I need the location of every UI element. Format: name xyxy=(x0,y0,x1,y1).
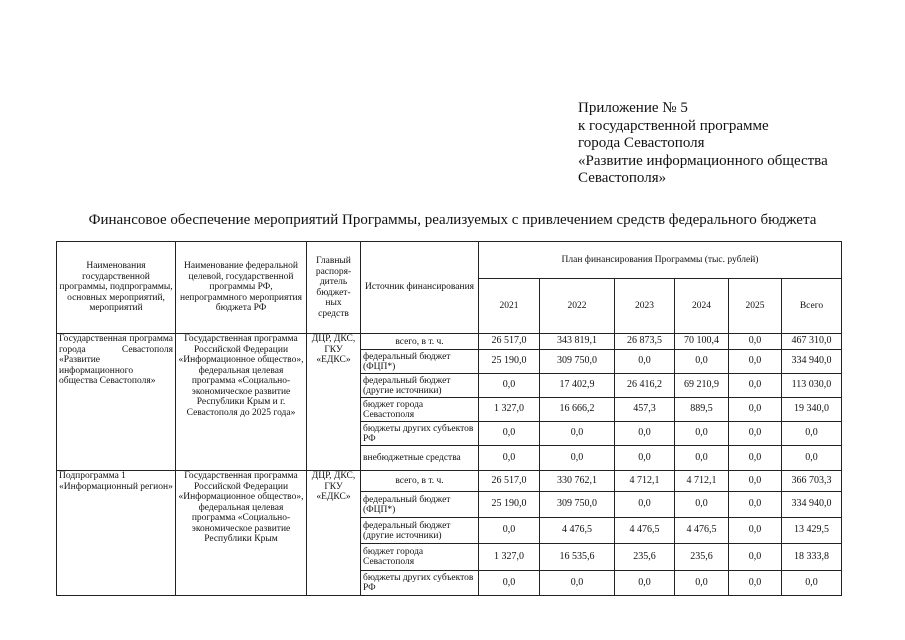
value-cell: 0,0 xyxy=(540,571,615,596)
source-cell: бюджеты других субъектов РФ xyxy=(361,422,479,446)
program-cell: Подпрограмма 1 «Информационный регион» xyxy=(57,471,176,596)
value-cell: 0,0 xyxy=(615,446,675,471)
value-cell: 0,0 xyxy=(729,446,782,471)
appendix-line: города Севастополя xyxy=(578,135,705,151)
value-cell: 235,6 xyxy=(675,544,729,571)
source-cell: федеральный бюджет (ФЦП*) xyxy=(361,492,479,518)
source-cell: всего, в т. ч. xyxy=(361,471,479,492)
value-cell: 4 476,5 xyxy=(675,518,729,544)
source-cell: бюджет города Севастополя xyxy=(361,544,479,571)
financing-table xyxy=(56,241,842,596)
table-row xyxy=(57,471,842,492)
header-year-2023: 2023 xyxy=(615,279,675,334)
value-cell: 0,0 xyxy=(782,571,842,596)
value-cell: 17 402,9 xyxy=(540,374,615,398)
value-cell: 0,0 xyxy=(675,571,729,596)
appendix-line: «Развитие информационного общества xyxy=(578,152,828,169)
value-cell: 0,0 xyxy=(729,544,782,571)
header-federal-program: Наименование федеральной целевой, государственной программы РФ, непрограммного мероприятия бюджета РФ xyxy=(176,242,307,334)
value-cell: 16 666,2 xyxy=(540,398,615,422)
value-cell: 1 327,0 xyxy=(479,544,540,571)
program-cell: Государственная программа города Севастополя «Развитие информационного общества Севастополя» xyxy=(57,334,176,471)
value-cell: 0,0 xyxy=(675,422,729,446)
appendix-line: Севастополя» xyxy=(578,170,667,186)
table-row xyxy=(57,334,842,350)
value-cell: 0,0 xyxy=(540,446,615,471)
value-cell: 0,0 xyxy=(675,446,729,471)
value-cell: 26 517,0 xyxy=(479,334,540,350)
value-cell: 0,0 xyxy=(729,471,782,492)
administrator-cell: ДЦР, ДКС, ГКУ «ЕДКС» xyxy=(307,334,361,471)
value-cell: 0,0 xyxy=(782,446,842,471)
value-cell: 0,0 xyxy=(729,350,782,374)
value-cell: 4 476,5 xyxy=(540,518,615,544)
value-cell: 1 327,0 xyxy=(479,398,540,422)
value-cell: 366 703,3 xyxy=(782,471,842,492)
appendix-line: Приложение № 5 xyxy=(578,100,688,116)
value-cell: 25 190,0 xyxy=(479,350,540,374)
value-cell: 0,0 xyxy=(615,422,675,446)
federal-program-cell: Государственная программа Российской Федерации «Информационное общество», федеральная целевая программа «Социально-экономическое развитие Республики Крым xyxy=(176,471,307,596)
source-cell: федеральный бюджет (ФЦП*) xyxy=(361,350,479,374)
value-cell: 0,0 xyxy=(479,446,540,471)
value-cell: 26 517,0 xyxy=(479,471,540,492)
document-title: Финансовое обеспечение мероприятий Программы, реализуемых с привлечением средств федерального бюджета xyxy=(88,212,817,228)
value-cell: 69 210,9 xyxy=(675,374,729,398)
value-cell: 26 416,2 xyxy=(615,374,675,398)
value-cell: 0,0 xyxy=(479,518,540,544)
value-cell: 16 535,6 xyxy=(540,544,615,571)
appendix-block xyxy=(578,100,878,188)
value-cell: 0,0 xyxy=(540,422,615,446)
source-cell: бюджеты других субъектов РФ xyxy=(361,571,479,596)
value-cell: 309 750,0 xyxy=(540,492,615,518)
value-cell: 0,0 xyxy=(729,492,782,518)
federal-program-cell: Государственная программа Российской Федерации «Информационное общество», федеральная целевая программа «Социально-экономическое развитие Республики Крым и г. Севастополя до 2025 года» xyxy=(176,334,307,471)
value-cell: 0,0 xyxy=(729,422,782,446)
value-cell: 0,0 xyxy=(729,398,782,422)
value-cell: 0,0 xyxy=(782,422,842,446)
value-cell: 0,0 xyxy=(729,518,782,544)
value-cell: 13 429,5 xyxy=(782,518,842,544)
source-cell: федеральный бюджет (другие источники) xyxy=(361,518,479,544)
value-cell: 0,0 xyxy=(729,571,782,596)
value-cell: 457,3 xyxy=(615,398,675,422)
value-cell: 235,6 xyxy=(615,544,675,571)
source-cell: внебюджетные средства xyxy=(361,446,479,471)
header-total: Всего xyxy=(782,279,842,334)
value-cell: 467 310,0 xyxy=(782,334,842,350)
value-cell: 0,0 xyxy=(479,422,540,446)
value-cell: 0,0 xyxy=(615,492,675,518)
header-year-2025: 2025 xyxy=(729,279,782,334)
source-cell: федеральный бюджет (другие источники) xyxy=(361,374,479,398)
value-cell: 0,0 xyxy=(615,571,675,596)
value-cell: 343 819,1 xyxy=(540,334,615,350)
value-cell: 0,0 xyxy=(615,350,675,374)
value-cell: 26 873,5 xyxy=(615,334,675,350)
header-source: Источник финансирования xyxy=(361,242,479,334)
value-cell: 330 762,1 xyxy=(540,471,615,492)
value-cell: 309 750,0 xyxy=(540,350,615,374)
value-cell: 113 030,0 xyxy=(782,374,842,398)
header-year-2024: 2024 xyxy=(675,279,729,334)
value-cell: 4 712,1 xyxy=(615,471,675,492)
value-cell: 334 940,0 xyxy=(782,492,842,518)
value-cell: 4 476,5 xyxy=(615,518,675,544)
value-cell: 4 712,1 xyxy=(675,471,729,492)
value-cell: 0,0 xyxy=(675,350,729,374)
header-year-2021: 2021 xyxy=(479,279,540,334)
value-cell: 70 100,4 xyxy=(675,334,729,350)
value-cell: 889,5 xyxy=(675,398,729,422)
administrator-cell: ДЦР, ДКС, ГКУ «ЕДКС» xyxy=(307,471,361,596)
value-cell: 18 333,8 xyxy=(782,544,842,571)
header-program: Наименования государственной программы, подпрограммы, основных мероприятий, мероприятий xyxy=(57,242,176,334)
value-cell: 0,0 xyxy=(479,571,540,596)
value-cell: 25 190,0 xyxy=(479,492,540,518)
value-cell: 19 340,0 xyxy=(782,398,842,422)
value-cell: 0,0 xyxy=(675,492,729,518)
header-plan: План финансирования Программы (тыс. рублей) xyxy=(479,242,842,279)
value-cell: 0,0 xyxy=(479,374,540,398)
source-cell: всего, в т. ч. xyxy=(361,334,479,350)
appendix-line: к государственной программе xyxy=(578,117,769,134)
header-year-2022: 2022 xyxy=(540,279,615,334)
source-cell: бюджет города Севастополя xyxy=(361,398,479,422)
value-cell: 334 940,0 xyxy=(782,350,842,374)
value-cell: 0,0 xyxy=(729,374,782,398)
value-cell: 0,0 xyxy=(729,334,782,350)
header-administrator: Главный распоря-дитель бюджет-ных средств xyxy=(307,242,361,334)
table-header xyxy=(57,242,842,334)
